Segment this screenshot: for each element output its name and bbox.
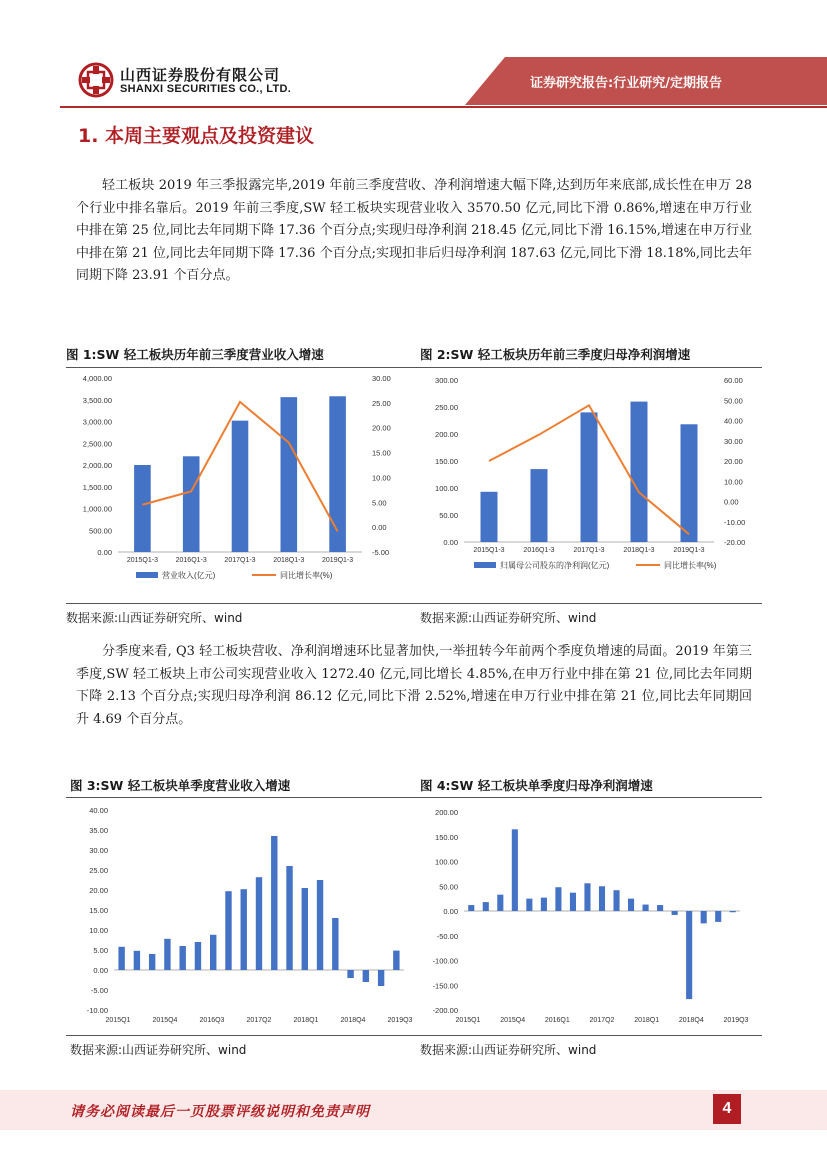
bar-2018Q4 <box>347 970 353 978</box>
figure-row1-top-rule <box>66 367 762 368</box>
x-tick-label: 2018Q1-3 <box>273 557 305 564</box>
bar-2017Q3 <box>271 836 277 970</box>
left-tick-label: 0.00 <box>93 966 108 975</box>
bar-2018Q3 <box>332 918 338 970</box>
x-tick-label: 2019Q1-3 <box>322 557 354 564</box>
left-tick-label: 200.00 <box>435 808 458 817</box>
bar-2015Q3 <box>149 954 155 970</box>
bar-2018Q1 <box>643 905 649 911</box>
bar-2018Q2 <box>317 880 323 970</box>
bar-2018Q2 <box>657 905 663 911</box>
bar-2018Q3 <box>672 911 678 915</box>
figure-2-title: 图 2:SW 轻工板块历年前三季度归母净利润增速 <box>420 347 691 362</box>
x-tick-label: 2015Q4 <box>152 1017 178 1024</box>
x-tick-label: 2018Q1-3 <box>623 547 655 554</box>
section-title: 1. 本周主要观点及投资建议 <box>78 125 315 147</box>
figure-4-source: 数据来源:山西证券研究所、wind <box>420 1043 597 1057</box>
left-tick-label: 500.00 <box>89 526 112 536</box>
bar-2016Q3 <box>210 935 216 970</box>
bar-2015Q4 <box>512 829 518 911</box>
footer-disclaimer[interactable]: 请务必阅读最后一页股票评级说明和免责声明 <box>70 1104 370 1120</box>
left-tick-label: 2,500.00 <box>82 439 112 449</box>
bar-2019Q3 <box>393 951 399 970</box>
bar-2017Q4 <box>286 866 292 970</box>
figure-4-title: 图 4:SW 轻工板块单季度归母净利润增速 <box>420 778 653 793</box>
figure-row2-bottom-rule <box>66 1035 762 1036</box>
left-tick-label: 1,500.00 <box>82 482 112 492</box>
left-tick-label: -10.00 <box>86 1006 108 1015</box>
bar-2017Q1 <box>241 889 247 970</box>
bar-2017Q2 <box>256 877 262 970</box>
bar-2016Q4 <box>570 893 576 911</box>
bar-2019Q1 <box>363 970 369 982</box>
x-tick-label: 2015Q1 <box>105 1017 131 1024</box>
header-divider <box>60 106 827 108</box>
left-tick-label: 50.00 <box>439 882 458 892</box>
x-tick-label: 2015Q4 <box>500 1017 526 1024</box>
left-tick-label: 250.00 <box>435 403 458 412</box>
left-tick-label: -150.00 <box>432 981 458 991</box>
x-tick-label: 2016Q1-3 <box>175 557 207 564</box>
left-tick-label: 1,000.00 <box>82 504 112 514</box>
bar-2015Q1-3 <box>134 465 151 552</box>
left-tick-label: -200.00 <box>432 1006 458 1015</box>
bar-2018Q4 <box>686 911 692 999</box>
right-tick-label: 30.00 <box>724 436 743 446</box>
left-tick-label: -100.00 <box>432 956 458 966</box>
left-tick-label: 200.00 <box>435 430 458 439</box>
page-number: 4 <box>713 1094 741 1124</box>
report-type: 证券研究报告:行业研究/定期报告 <box>530 76 722 91</box>
left-tick-label: 30.00 <box>89 846 108 855</box>
left-tick-label: 40.00 <box>89 806 108 815</box>
legend-bar-label: 归属母公司股东的净利润(亿元) <box>500 561 610 570</box>
bar-2019Q2 <box>715 911 721 922</box>
left-tick-label: 10.00 <box>89 926 108 935</box>
x-tick-label: 2015Q1-3 <box>126 557 158 564</box>
right-tick-label: 30.00 <box>372 374 391 383</box>
bar-2017Q1-3 <box>232 421 249 552</box>
figure-row2-top-rule <box>66 797 762 798</box>
figure-3-source: 数据来源:山西证券研究所、wind <box>70 1043 247 1057</box>
bar-2015Q2 <box>134 951 140 970</box>
bar-2016Q3 <box>555 887 561 911</box>
right-tick-label: 10.00 <box>372 473 391 483</box>
bar-2016Q1 <box>179 946 185 970</box>
bar-2017Q4 <box>628 899 634 911</box>
right-tick-label: 10.00 <box>724 477 743 487</box>
legend-bar-swatch <box>136 572 158 578</box>
right-tick-label: 15.00 <box>372 448 391 458</box>
right-tick-label: 0.00 <box>372 523 387 533</box>
right-tick-label: 0.00 <box>724 497 739 507</box>
bar-2019Q1-3 <box>329 396 346 552</box>
left-tick-label: -5.00 <box>90 986 108 995</box>
left-tick-label: 50.00 <box>439 511 458 520</box>
right-tick-label: 20.00 <box>724 457 743 466</box>
company-logo-icon <box>78 62 114 98</box>
figure-2-source: 数据来源:山西证券研究所、wind <box>420 611 597 625</box>
bar-2015Q2 <box>483 902 489 911</box>
x-tick-label: 2019Q3 <box>387 1017 413 1024</box>
x-tick-label: 2018Q4 <box>340 1017 366 1024</box>
company-name-cn: 山西证券股份有限公司 <box>120 66 281 84</box>
left-tick-label: 150.00 <box>435 457 458 466</box>
x-tick-label: 2017Q2 <box>246 1017 272 1024</box>
left-tick-label: 4,000.00 <box>82 374 112 383</box>
figure-3-title: 图 3:SW 轻工板块单季度营业收入增速 <box>70 778 291 793</box>
left-tick-label: 20.00 <box>89 886 108 895</box>
legend-line-label: 同比增长率(%) <box>280 571 333 580</box>
bar-2017Q1-3 <box>581 412 598 542</box>
bar-2015Q1-3 <box>481 492 498 542</box>
right-tick-label: 20.00 <box>372 423 391 433</box>
figure-4-chart <box>420 800 762 1032</box>
bar-2016Q1-3 <box>531 469 548 542</box>
bar-2015Q1 <box>118 947 124 970</box>
right-tick-label: -10.00 <box>724 517 746 527</box>
legend-bar-label: 营业收入(亿元) <box>162 571 216 580</box>
left-tick-label: -50.00 <box>436 931 458 941</box>
left-tick-label: 25.00 <box>89 866 108 875</box>
bar-2016Q1-3 <box>183 456 200 552</box>
bar-2019Q2 <box>378 970 384 986</box>
bar-2019Q3 <box>730 911 736 912</box>
figure-3-chart <box>66 800 413 1032</box>
figure-1-title: 图 1:SW 轻工板块历年前三季度营业收入增速 <box>66 347 324 362</box>
figure-2-chart <box>420 372 762 600</box>
x-tick-label: 2019Q1-3 <box>673 547 705 554</box>
left-tick-label: 150.00 <box>435 832 458 842</box>
bar-2016Q2 <box>195 942 201 970</box>
x-tick-label: 2018Q1 <box>634 1017 660 1024</box>
right-tick-label: -20.00 <box>724 538 746 547</box>
bar-2016Q1 <box>526 899 532 911</box>
paragraph-2: 分季度来看, Q3 轻工板块营收、净利润增速环比显著加快,一举扭转今年前两个季度负增速的局面。2019 年第三季度,SW 轻工板块上市公司实现营业收入 1272.40 亿元,同比增长 4.85%,在申万行业中排在第 21 位,同比去年同期下降 2.13 个百分点;实现归母净利润 86.12 亿元,同比下滑 2.52%,增速在申万行业中排在第 21 位,同比去年同期回升 4.69 个百分点。 <box>76 644 752 727</box>
left-tick-label: 3,000.00 <box>82 417 112 427</box>
x-tick-label: 2017Q1-3 <box>573 547 605 554</box>
legend-bar-swatch <box>474 562 496 568</box>
left-tick-label: 0.00 <box>443 538 458 547</box>
left-tick-label: 0.00 <box>97 548 112 557</box>
left-tick-label: 300.00 <box>435 376 458 385</box>
bar-2015Q1 <box>468 905 474 911</box>
bar-2015Q3 <box>497 895 503 911</box>
bar-2019Q1-3 <box>681 424 698 542</box>
page-header <box>0 0 827 108</box>
bar-2018Q1-3 <box>631 402 648 542</box>
left-tick-label: 15.00 <box>89 906 108 915</box>
figure-1-chart <box>66 372 406 600</box>
paragraph-1: 轻工板块 2019 年三季报露完毕,2019 年前三季度营收、净利润增速大幅下降,达到历年来底部,成长性在申万 28 个行业中排名靠后。2019 年前三季度,SW 轻工板块实现营业收入 3570.50 亿元,同比下滑 0.86%,增速在申万行业中排在第 25 位,同比去年同期下降 17.36 个百分点;实现归母净利润 218.45 亿元,同比下滑 16.15%,增速在申万行业中排在第 21 位,同比去年同期下降 17.36 个百分点;实现扣非后归母净利润 187.63 亿元,同比下滑 18.18%,同比去年同期下降 23.91 个百分点。 <box>76 178 752 283</box>
right-tick-label: 40.00 <box>724 416 743 426</box>
left-tick-label: 0.00 <box>443 907 458 916</box>
x-tick-label: 2015Q1-3 <box>473 547 505 554</box>
right-tick-label: 25.00 <box>372 398 391 408</box>
right-tick-label: 50.00 <box>724 396 743 406</box>
legend-line-label: 同比增长率(%) <box>664 561 717 570</box>
x-tick-label: 2016Q1 <box>544 1017 570 1024</box>
right-tick-label: 5.00 <box>372 498 387 508</box>
x-tick-label: 2016Q3 <box>199 1017 225 1024</box>
right-tick-label: 60.00 <box>724 376 743 385</box>
x-tick-label: 2015Q1 <box>455 1017 481 1024</box>
figure-1-source: 数据来源:山西证券研究所、wind <box>66 611 243 625</box>
bar-2017Q2 <box>599 886 605 911</box>
bar-2016Q2 <box>541 898 547 911</box>
x-tick-label: 2016Q1-3 <box>523 547 555 554</box>
x-tick-label: 2018Q4 <box>678 1017 704 1024</box>
x-tick-label: 2018Q1 <box>293 1017 319 1024</box>
figure-row1-bottom-rule <box>66 603 762 604</box>
x-tick-label: 2017Q2 <box>589 1017 615 1024</box>
bar-2016Q4 <box>225 891 231 970</box>
bar-2017Q3 <box>613 890 619 911</box>
bar-2018Q1-3 <box>281 397 298 552</box>
x-tick-label: 2019Q3 <box>723 1017 749 1024</box>
left-tick-label: 3,500.00 <box>82 395 112 405</box>
bar-2018Q1 <box>302 888 308 970</box>
bar-2017Q1 <box>584 883 590 911</box>
left-tick-label: 100.00 <box>435 484 458 493</box>
x-tick-label: 2017Q1-3 <box>224 557 256 564</box>
right-tick-label: -5.00 <box>372 548 390 557</box>
left-tick-label: 100.00 <box>435 857 458 867</box>
company-name-en: SHANXI SECURITIES CO., LTD. <box>120 83 292 95</box>
left-tick-label: 35.00 <box>89 826 108 835</box>
left-tick-label: 2,000.00 <box>82 461 112 470</box>
left-tick-label: 5.00 <box>93 946 108 955</box>
bar-2019Q1 <box>701 911 707 923</box>
bar-2015Q4 <box>164 939 170 970</box>
